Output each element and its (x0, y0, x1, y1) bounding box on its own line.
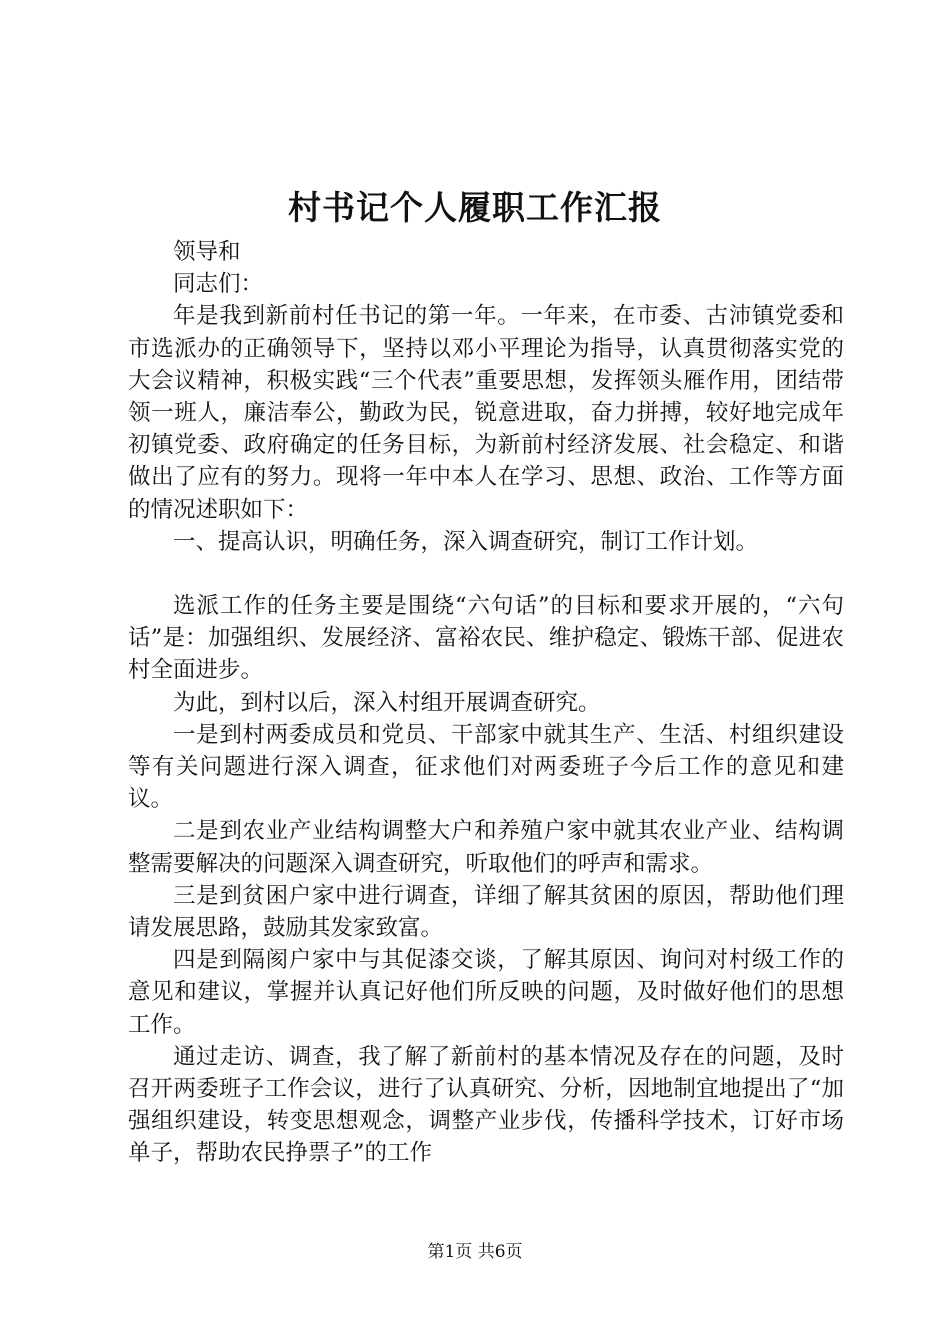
salutation-line-2: 同志们： (173, 271, 264, 298)
paragraph: 四是到隔阂户家中与其促漆交谈，了解其原因、询问对村级工作的意见和建议，掌握并认真记好他们所反映的问题，及时做好他们的思想工作。 (128, 947, 844, 1038)
paragraph: 三是到贫困户家中进行调查，详细了解其贫困的原因，帮助他们理请发展思路，鼓励其发家致富。 (128, 882, 844, 942)
document-body (128, 236, 844, 1170)
section-heading: 一、提高认识，明确任务，深入调查研究，制订工作计划。 (173, 528, 759, 555)
paragraph: 选派工作的任务主要是围绕“六句话”的目标和要求开展的，“六句话”是：加强组织、发展经济、富裕农民、维护稳定、锻炼干部、促进农村全面进步。 (128, 593, 844, 684)
paragraph: 一是到村两委成员和党员、干部家中就其生产、生活、村组织建设等有关问题进行深入调查，征求他们对两委班子今后工作的意见和建议。 (128, 721, 844, 813)
paragraph: 通过走访、调查，我了解了新前村的基本情况及存在的问题，及时召开两委班子工作会议，进行了认真研究、分析，因地制宜地提出了“加强组织建设，转变思想观念，调整产业步伐，传播科学技术，订好市场单子，帮助农民挣票子”的工作 (128, 1043, 844, 1167)
salutation-line-1: 领导和 (173, 239, 241, 265)
paragraph: 为此，到村以后，深入村组开展调查研究。 (173, 689, 601, 716)
paragraph: 二是到农业产业结构调整大户和养殖户家中就其农业产业、结构调整需要解决的问题深入调查研究，听取他们的呼声和需求。 (128, 818, 844, 877)
page-number: 第1页 共6页 (427, 1242, 523, 1262)
paragraph: 年是我到新前村任书记的第一年。一年来，在市委、古沛镇党委和市选派办的正确领导下，坚持以邓小平理论为指导，认真贯彻落实党的大会议精神，积极实践“三个代表”重要思想，发挥领头雁作用，团结带领一班人，廉洁奉公，勤政为民，锐意进取，奋力拼搏，较好地完成年初镇党委、政府确定的任务目标，为新前村经济发展、社会稳定、和谐做出了应有的努力。现将一年中本人在学习、思想、政治、工作等方面的情况述职如下： (128, 303, 844, 523)
page-title: 村书记个人履职工作汇报 (288, 188, 662, 227)
